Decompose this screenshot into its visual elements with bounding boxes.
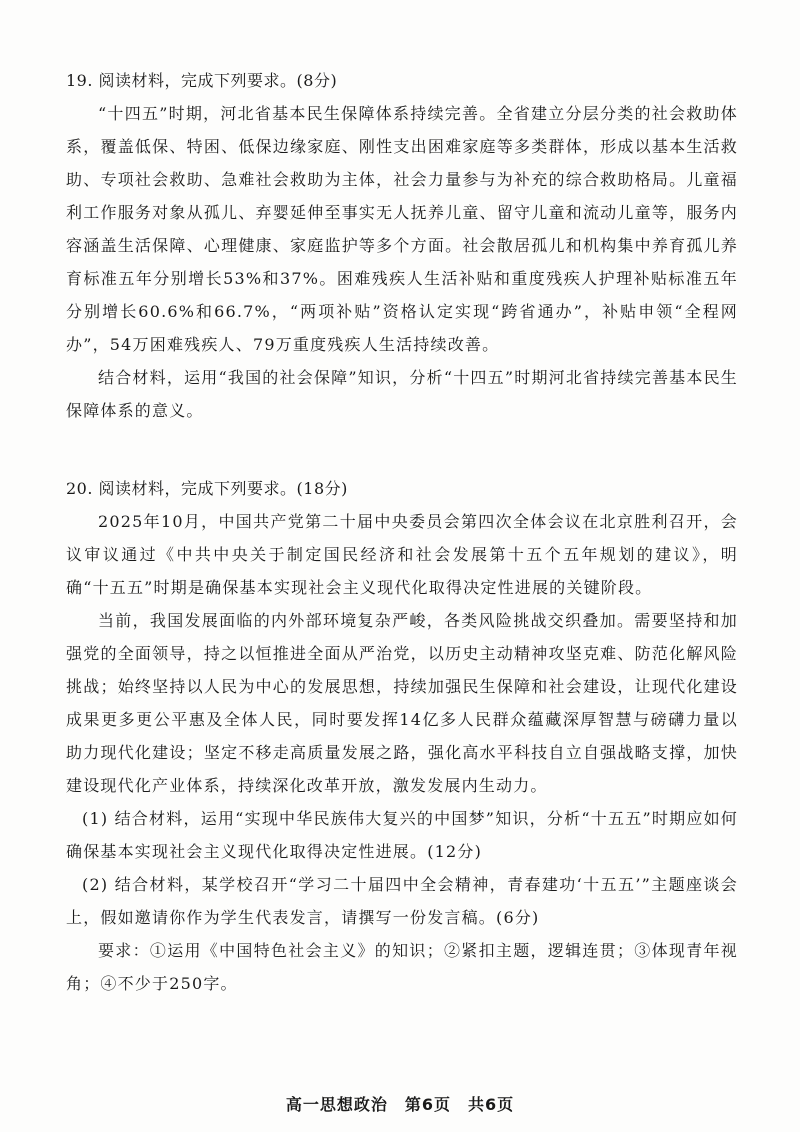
question-19 <box>66 64 738 427</box>
question-19-material: “十四五”时期，河北省基本民生保障体系持续完善。全省建立分层分类的社会救助体系，覆盖低保、特困、低保边缘家庭、刚性支出困难家庭等多类群体，形成以基本生活救助、专项社会救助、急难社会救助为主体，社会力量参与为补充的综合救助格局。儿童福利工作服务对象从孤儿、弃婴延伸至事实无人抚养儿童、留守儿童和流动儿童等，服务内容涵盖生活保障、心理健康、家庭监护等多个方面。社会散居孤儿和机构集中养育孤儿养育标准五年分别增长53%和37%。困难残疾人生活补贴和重度残疾人护理补贴标准五年分别增长60.6%和66.7%，“两项补贴”资格认定实现“跨省通办”，补贴申领“全程网办”，54万困难残疾人、79万重度残疾人生活持续改善。 <box>66 104 738 354</box>
question-20 <box>66 472 738 1000</box>
question-19-heading: 19. 阅读材料，完成下列要求。(8分) <box>66 71 338 90</box>
question-19-task: 结合材料，运用“我国的社会保障”知识，分析“十四五”时期河北省持续完善基本民生保障体系的意义。 <box>66 368 738 420</box>
question-20-requirements: 要求：①运用《中国特色社会主义》的知识；②紧扣主题，逻辑连贯；③体现青年视角；④不少于250字。 <box>66 941 738 993</box>
question-20-material-1: 2025年10月，中国共产党第二十届中央委员会第四次全体会议在北京胜利召开，会议审议通过《中共中央关于制定国民经济和社会发展第十五个五年规划的建议》，明确“十五五”时期是确保基本实现社会主义现代化取得决定性进展的关键阶段。 <box>66 512 738 597</box>
question-20-heading: 20. 阅读材料，完成下列要求。(18分) <box>66 479 348 498</box>
question-20-material-2: 当前，我国发展面临的内外部环境复杂严峻，各类风险挑战交织叠加。需要坚持和加强党的全面领导，持之以恒推进全面从严治党，以历史主动精神攻坚克难、防范化解风险挑战；始终坚持以人民为中心的发展思想，持续加强民生保障和社会建设，让现代化建设成果更多更公平惠及全体人民，同时要发挥14亿多人民群众蕴藏深厚智慧与磅礴力量以助力现代化建设；坚定不移走高质量发展之路，强化高水平科技自立自强战略支撑，加快建设现代化产业体系，持续深化改革开放，激发发展内生动力。 <box>66 611 738 795</box>
page-footer: 高一思想政治 第6页 共6页 <box>285 1095 515 1114</box>
question-20-task-1: (1) 结合材料，运用“实现中华民族伟大复兴的中国梦”知识，分析“十五五”时期应如何确保基本实现社会主义现代化取得决定性进展。(12分) <box>66 809 738 861</box>
question-20-task-2: (2) 结合材料，某学校召开“学习二十届四中全会精神，青春建功‘十五五’”主题座谈会上，假如邀请你作为学生代表发言，请撰写一份发言稿。(6分) <box>66 875 738 927</box>
